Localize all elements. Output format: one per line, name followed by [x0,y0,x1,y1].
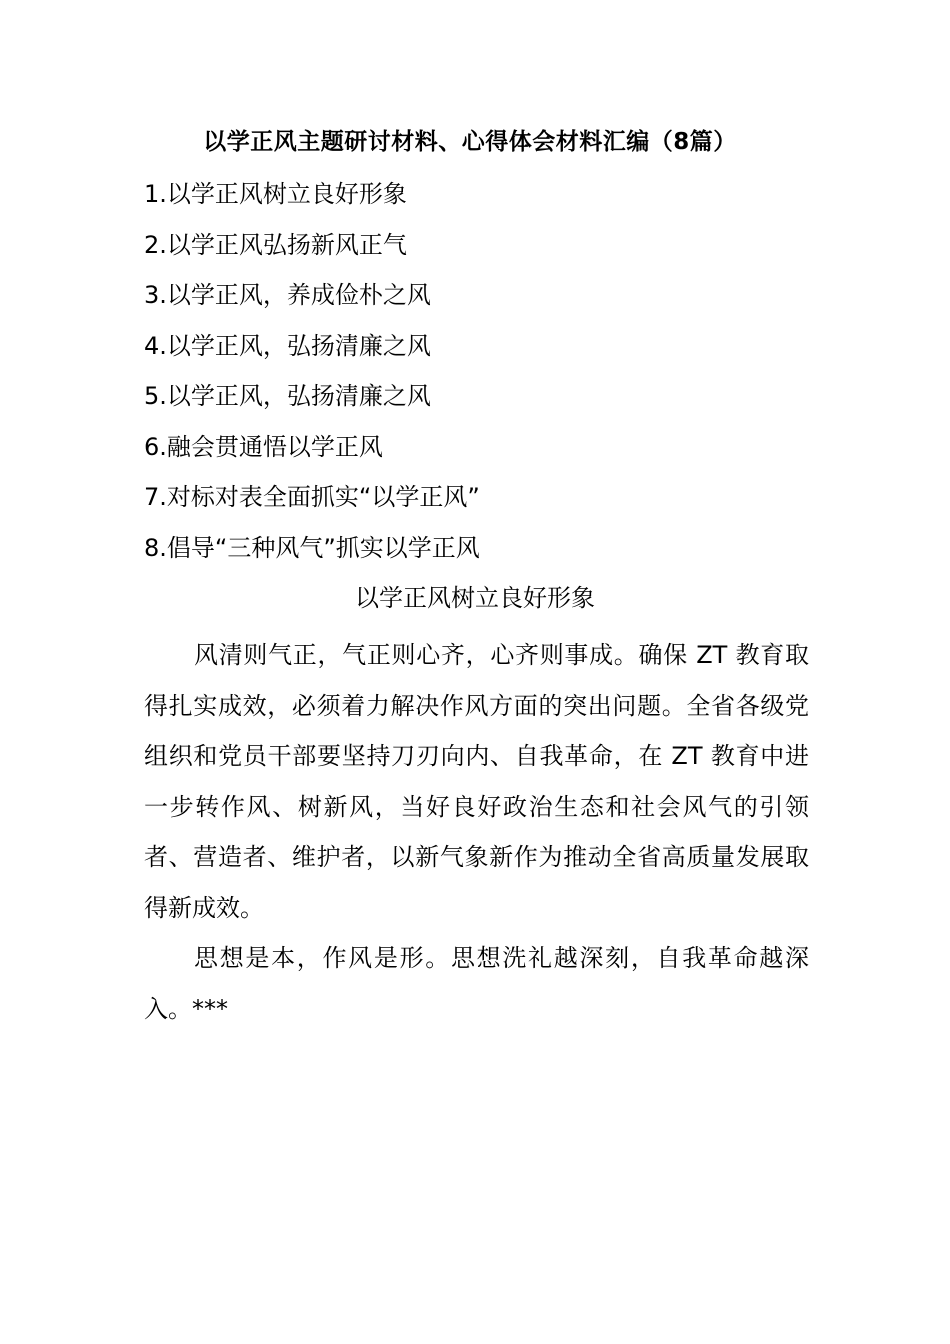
toc-item-3: 3.以学正风，养成俭朴之风 [144,281,431,309]
section-body [144,630,809,1034]
toc-item-5: 5.以学正风，弘扬清廉之风 [144,382,431,410]
toc-item-6: 6.融会贯通悟以学正风 [144,432,383,461]
paragraph-2: 思想是本，作风是形。思想洗礼越深刻，自我革命越深入。*** [144,944,809,1023]
toc-item-8: 8.倡导“三种风气”抓实以学正风 [144,533,480,562]
table-of-contents [144,176,824,580]
section-title: 以学正风树立良好形象 [355,584,595,612]
toc-item-2: 2.以学正风弘扬新风正气 [144,230,407,259]
toc-item-1: 1.以学正风树立良好形象 [144,180,407,208]
paragraph-1: 风清则气正，气正则心齐，心齐则事成。确保 ZT 教育取得扎实成效，必须着力解决作风方面的突出问题。全省各级党组织和党员干部要坚持刀刃向内、自我革命，在 ZT 教育中进一步转作风、树新风，当好良好政治生态和社会风气的引领者、营造者、维护者，以新气象新作为推动全省高质量发展取得新成效。 [144,641,809,922]
toc-item-7: 7.对标对表全面抓实“以学正风” [144,483,480,511]
document-title: 以学正风主题研讨材料、心得体会材料汇编（8篇） [203,129,737,155]
toc-item-4: 4.以学正风，弘扬清廉之风 [144,331,431,360]
